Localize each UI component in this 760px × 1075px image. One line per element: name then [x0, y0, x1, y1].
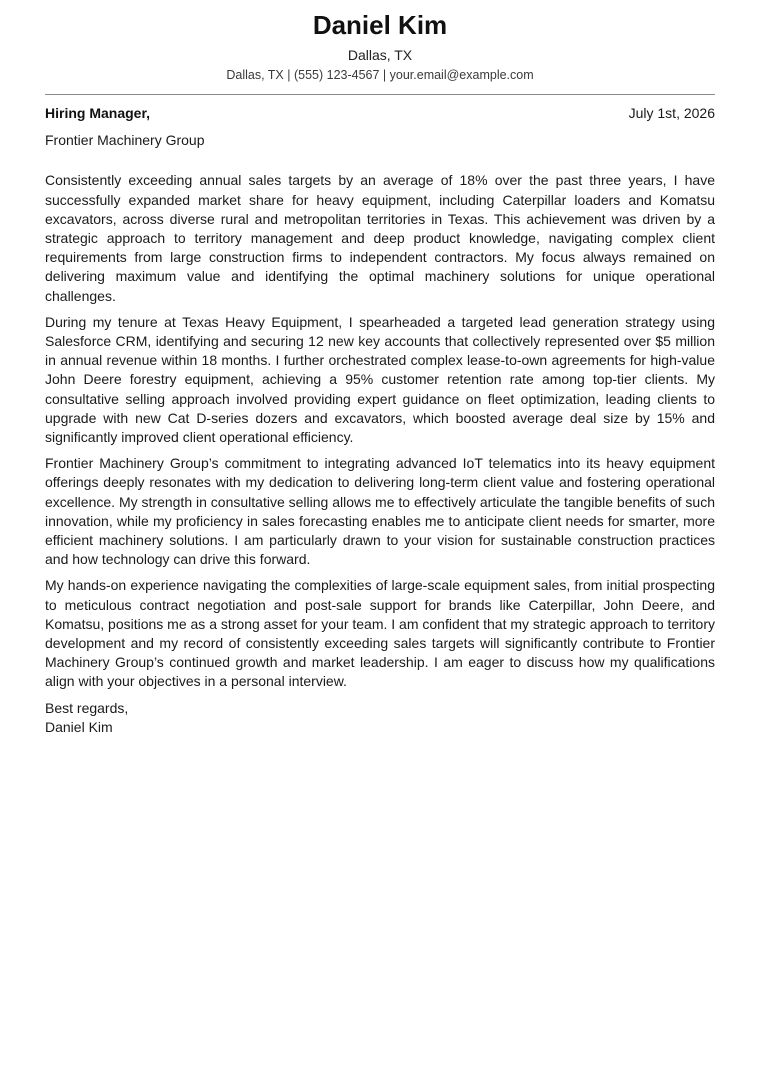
body-paragraph: Consistently exceeding annual sales targets by an average of 18% over the past three years, I have successfully expanded market share for heavy equipment, including Caterpillar loaders and Komatsu excavators, across diverse rural and metropolitan territories in Texas. This achievement was driven by a strategic approach to territory management and deep product knowledge, navigating complex client requirements from large construction firms to independent contractors. My focus always remained on delivering maximum value and identifying the optimal machinery solutions for unique operational challenges. — [45, 172, 715, 304]
closing-line: Best regards, — [45, 699, 129, 716]
letter-body — [45, 104, 715, 737]
body-paragraph: Frontier Machinery Group’s commitment to integrating advanced IoT telematics into its heavy equipment offerings deeply resonates with my dedication to delivering long-term client value and fostering operational excellence. My strength in consultative selling allows me to effectively articulate the tangible benefits of such innovation, while my proficiency in sales forecasting enables me to anticipate client needs for smarter, more efficient machinery solutions. I am particularly drawn to your vision for sustainable construction practices and how technology can drive this forward. — [45, 455, 715, 568]
recipient-date-row — [45, 104, 715, 123]
header-divider — [45, 94, 715, 95]
letter-header — [0, 0, 760, 83]
sender-name: Daniel Kim — [312, 10, 448, 40]
recipient-company: Frontier Machinery Group — [45, 132, 205, 149]
signature-name: Daniel Kim — [45, 718, 113, 735]
sender-location: Dallas, TX — [347, 47, 413, 63]
body-paragraph: My hands-on experience navigating the complexities of large-scale equipment sales, from initial prospecting to meticulous contract negotiation and post-sale support for brands like Caterpillar, John Deere, and Komatsu, positions me as a strong asset for your team. I am confident that my strategic approach to territory development and my record of consistently exceeding sales targets will significantly contribute to Frontier Machinery Group’s continued growth and market leadership. I am eager to discuss how my qualifications align with your objectives in a personal interview. — [45, 577, 715, 690]
recipient-salutation: Hiring Manager, — [45, 105, 151, 121]
letter-date: July 1st, 2026 — [628, 105, 715, 121]
body-paragraph: During my tenure at Texas Heavy Equipment, I spearheaded a targeted lead generation strategy using Salesforce CRM, identifying and securing 12 new key accounts that collectively represented over $5 million in annual revenue within 18 months. I further orchestrated complex lease-to-own agreements for high-value John Deere forestry equipment, achieving a 95% customer retention rate among top-tier clients. My consultative selling approach involved providing expert guidance on fleet optimization, leading clients to upgrade with new Cat D-series dozers and excavators, which boosted average deal size by 15% and significantly improved client operational efficiency. — [45, 313, 715, 446]
sender-contact-line: Dallas, TX | (555) 123-4567 | your.email@example.com — [226, 68, 534, 82]
